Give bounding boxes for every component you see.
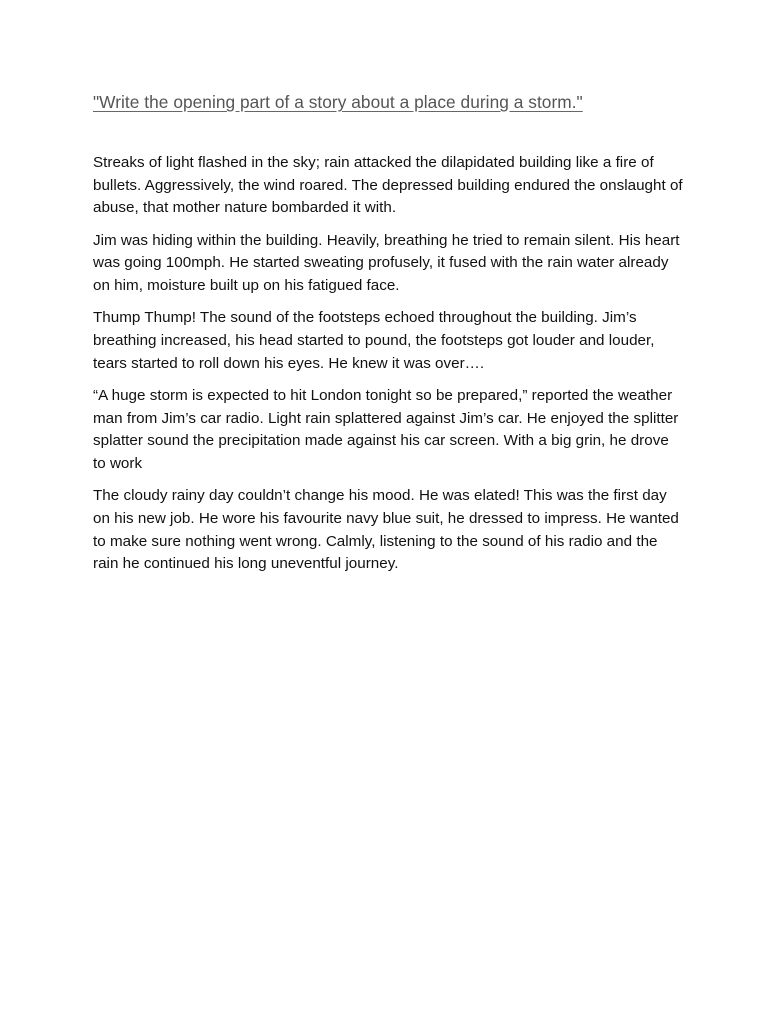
story-paragraph-2: Jim was hiding within the building. Heavily, breathing he tried to remain silent. His heart was going 100mph. He started sweating profusely, it fused with the rain water already on him, moisture built up on his fatigued face. <box>93 231 680 295</box>
story-paragraph-1: Streaks of light flashed in the sky; rain attacked the dilapidated building like a fire of bullets. Aggressively, the wind roared. The depressed building endured the onslaught of abuse, that mother nature bombarded it with. <box>93 154 683 217</box>
story-paragraph-5: The cloudy rainy day couldn’t change his mood. He was elated! This was the first day on his new job. He wore his favourite navy blue suit, he dressed to impress. He wanted to make sure nothing went wrong. Calmly, listening to the sound of his radio and the rain he continued his long uneventful journey. <box>93 487 679 573</box>
document-title: "Write the opening part of a story about a place during a storm." <box>93 92 583 112</box>
story-paragraph-4: “A huge storm is expected to hit London tonight so be prepared,” reported the weather man from Jim’s car radio. Light rain splattered against Jim’s car. He enjoyed the splitter splatter sound the precipitation made against his car screen. With a big grin, he drove to work <box>93 386 679 472</box>
story-paragraph-3: Thump Thump! The sound of the footsteps echoed throughout the building. Jim’s breathing increased, his head started to pound, the footsteps got louder and louder, tears started to roll down his eyes. He knew it was over…. <box>93 309 655 372</box>
